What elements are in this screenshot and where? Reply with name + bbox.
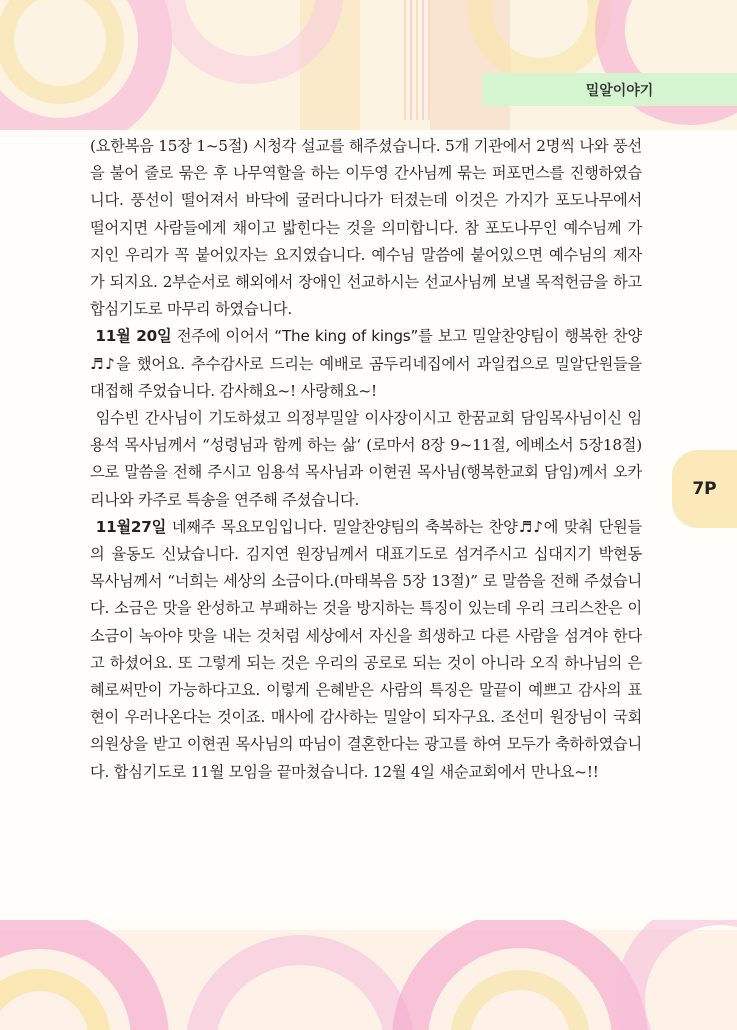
page-number-tab [672,450,737,528]
movie-title: “The king of kings” [274,327,419,346]
date-nov-27: 11월27일 [95,517,167,536]
paragraph-4: 11월27일 네째주 목요모임입니다. 밀알찬양팀의 축복하는 찬양♬♪에 맞춰 단원들의 율동도 신났습니다. 김지연 원장님께서 대표기도로 섬겨주시고 십대지기 박현동 목사님께서 “너희는 세상의 소금이다.(마태복음 5장 13절)” 로 말씀을 전해 주셨습니다. 소금은 맛을 완성하고 부패하는 것을 방지하는 특징이 있는데 우리 크리스찬은 이 소금이 녹아야 맛을 내는 것처럼 세상에서 자신을 희생하고 다른 사람을 섬겨야 한다고 하셨어요. 또 그렇게 되는 것은 우리의 공로로 되는 것이 아니라 오직 하나님의 은혜로써만이 가능하다고요. 이렇게 은혜받은 사람의 특징은 말끝이 예쁘고 감사의 표현이 우러나온다는 것이죠. 매사에 감사하는 밀알이 되자구요. 조선미 원장님이 국회의원상을 받고 이현권 목사님의 따님이 결혼한다는 광고를 하여 모두가 축하하였습니다. 합심기도로 11월 모임을 끝마쳤습니다. 12월 4일 새순교회에서 만나요~!! [90,517,642,781]
page-number: 7P [692,479,717,499]
date-nov-20: 11월 20일 [95,327,172,346]
section-header-tab [482,73,737,106]
paragraph-1: (요한복음 15장 1~5절) 시청각 설교를 해주셨습니다. 5개 기관에서 2명씩 나와 풍선을 불어 줄로 묶은 후 나무역할을 하는 이두영 간사님께 묶는 퍼포먼스를 진행하였습니다. 풍선이 떨어져서 바닥에 굴러다니다가 터졌는데 이것은 가지가 포도나무에서 떨어지면 사람들에게 채이고 밟힌다는 것을 의미합니다. 참 포도나무인 예수님께 가지인 우리가 꼭 붙어있자는 요지였습니다. 예수님 말씀에 붙어있으면 예수님의 제자가 되지요. 2부순서로 해외에서 장애인 선교하시는 선교사님께 보낼 목적헌금을 하고 합심기도로 마무리 하였습니다. [90,137,642,319]
paragraph-3: 임수빈 간사님이 기도하셨고 의정부밀알 이사장이시고 한꿈교회 담임목사님이신 임용석 목사님께서 “성령님과 함께 하는 삶‘ (로마서 8장 9~11절, 에베소서 5장18절)으로 말씀을 전해 주시고 임용석 목사님과 이현권 목사님(행복한교회 담임)께서 오카리나와 카주로 특송을 연주해 주셨습니다. [90,409,642,509]
paragraph-2: 11월 20일 전주에 이어서 “The king of kings”를 보고 밀알찬양팀이 행복한 찬양♬♪을 했어요. 추수감사로 드리는 예배로 곰두리네집에서 과일컵으로 밀알단원들을 대접해 주었습니다. 감사해요~! 사랑해요~! [90,327,642,400]
article-body [90,133,642,786]
section-title: 밀알이야기 [585,82,654,99]
